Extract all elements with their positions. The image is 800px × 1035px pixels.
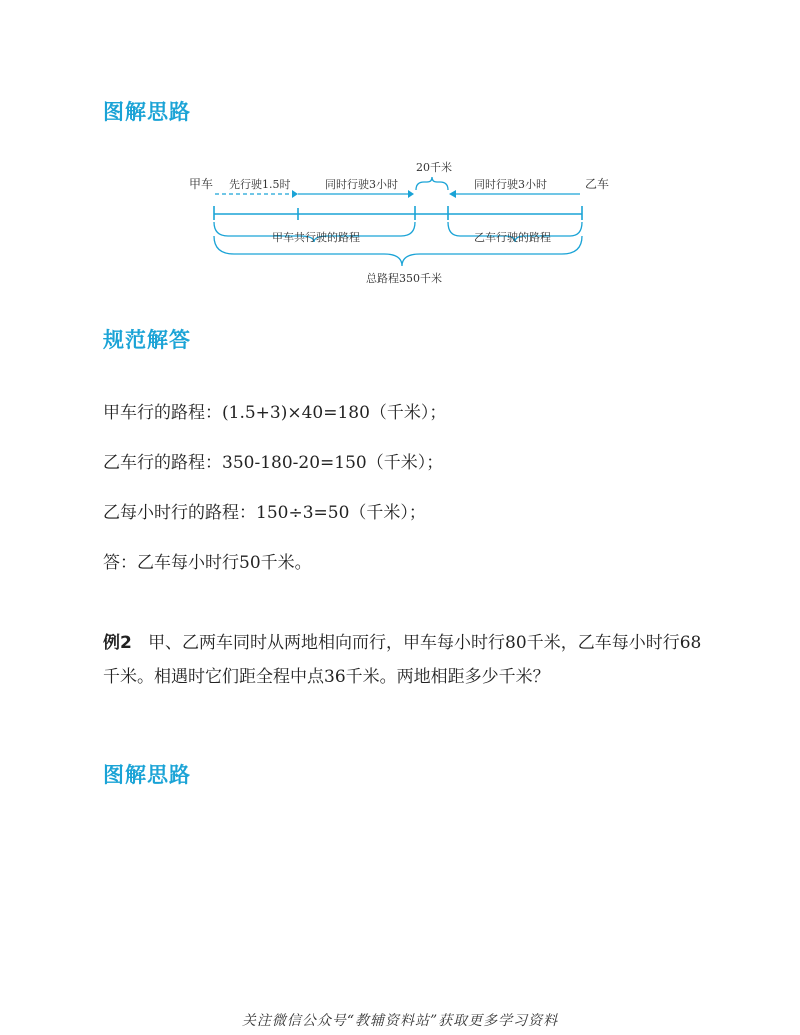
segment-first-label: 先行驶1.5时 <box>229 178 291 191</box>
arrow-a-together-head <box>408 190 414 198</box>
segment-b-together-label: 同时行驶3小时 <box>474 178 547 191</box>
footer-note: 关注微信公众号“教辅资料站”获取更多学习资料 <box>241 1013 559 1029</box>
section-heading-solution: 规范解答 <box>103 328 191 352</box>
arrow-b-together-head <box>449 190 456 198</box>
solution-answer: 答：乙车每小时行50千米。 <box>103 553 312 573</box>
journey-diagram <box>0 150 800 290</box>
solution-line-1: 甲车行的路程：(1.5+3)×40=180（千米）； <box>103 403 447 423</box>
example-label: 例2 <box>103 633 132 653</box>
section-heading-diagram-2: 图解思路 <box>103 763 191 787</box>
route-ticks <box>214 206 582 220</box>
solution-line-3: 乙每小时行的路程：150÷3=50（千米）； <box>103 503 426 523</box>
solution-line-2: 乙车行的路程：350-180-20=150（千米）； <box>103 453 444 473</box>
section-heading-diagram: 图解思路 <box>103 100 191 124</box>
car-b-total-label: 乙车行驶的路程 <box>474 231 551 244</box>
car-a-label: 甲车 <box>189 177 214 191</box>
example-2 <box>103 626 703 694</box>
gap-label: 20千米 <box>416 161 452 174</box>
arrow-first-head <box>292 190 298 198</box>
total-label: 总路程350千米 <box>366 272 442 285</box>
car-a-total-label: 甲车共行驶的路程 <box>272 231 360 244</box>
segment-a-together-label: 同时行驶3小时 <box>325 178 398 191</box>
gap-brace <box>416 177 448 190</box>
car-b-label: 乙车 <box>585 177 610 191</box>
example-text: 甲、乙两车同时从两地相向而行，甲车每小时行80千米，乙车每小时行68千米。相遇时它们距全程中点36千米。两地相距多少千米？ <box>103 633 702 687</box>
